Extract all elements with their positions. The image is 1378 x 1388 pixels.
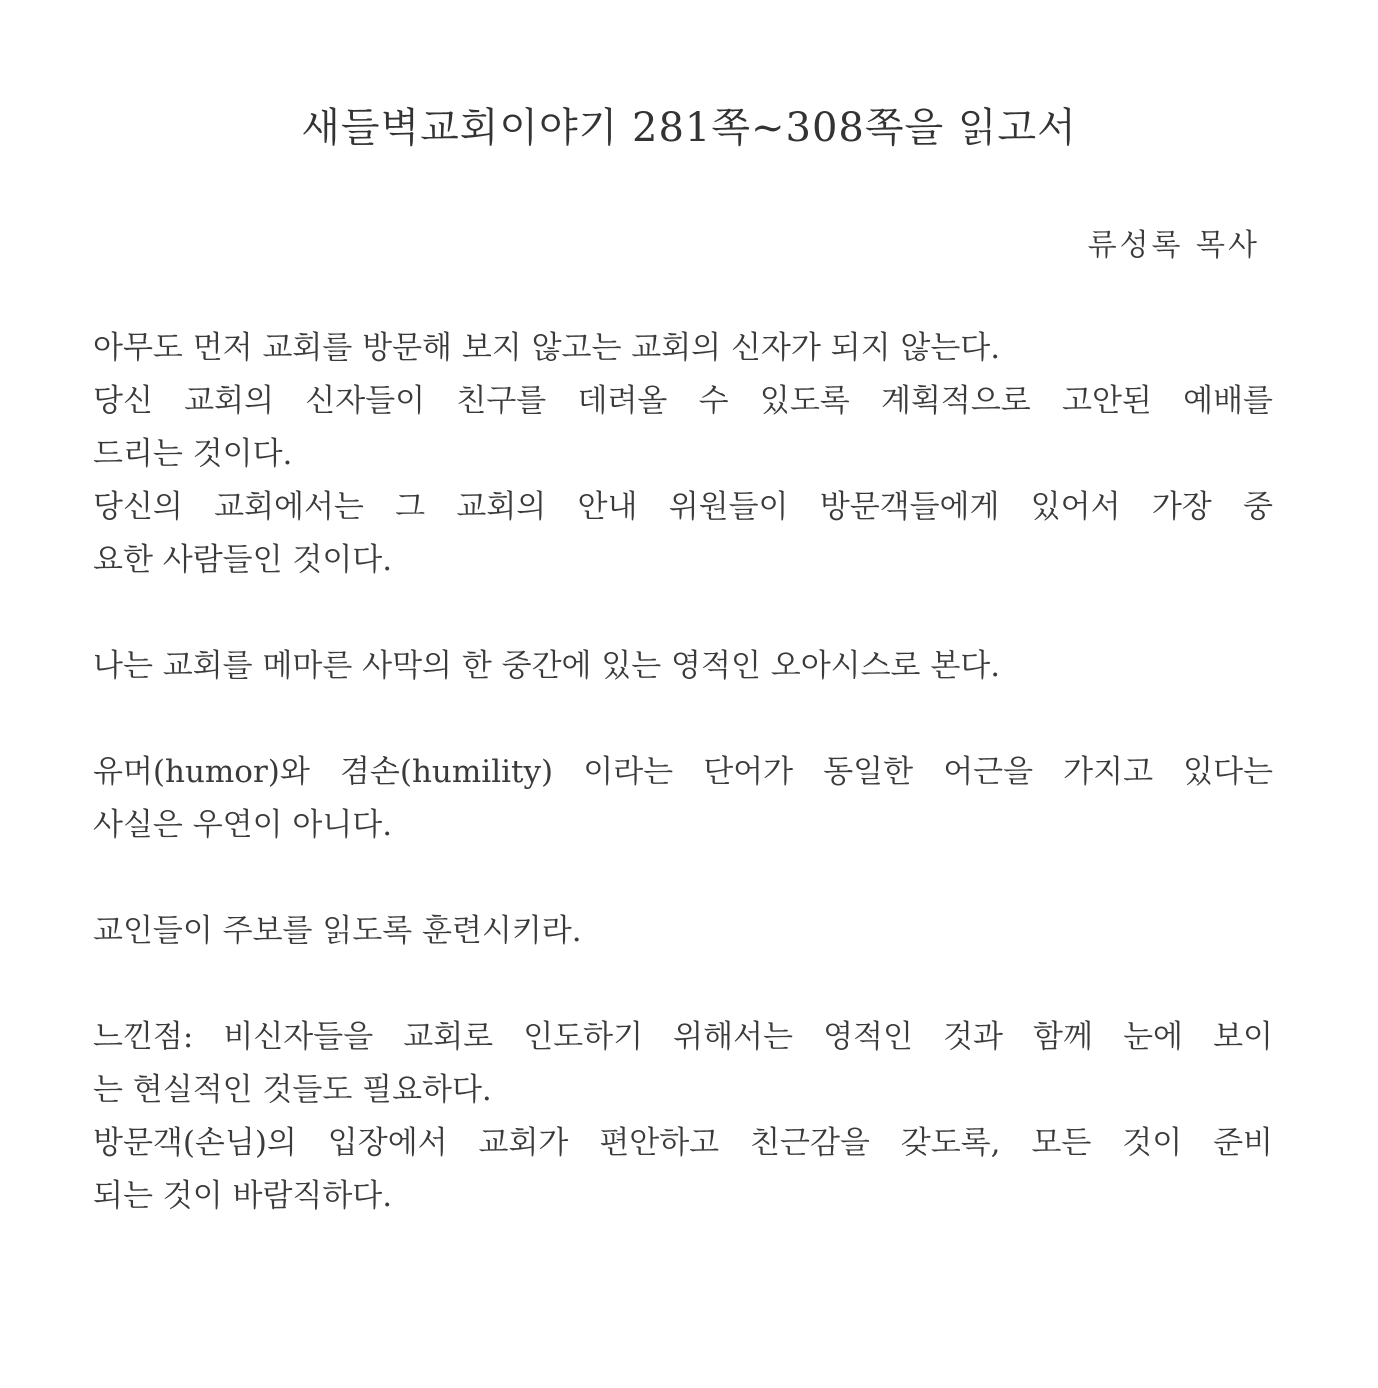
text-line: 아무도 먼저 교회를 방문해 보지 않고는 교회의 신자가 되지 않는다. <box>93 330 1001 366</box>
text-line: 사실은 우연이 아니다. <box>93 807 393 843</box>
text-line: 방문객(손님)의 입장에서 교회가 편안하고 친근감을 갖도록, 모든 것이 준비 <box>93 1125 1273 1161</box>
text-line: 느낀점: 비신자들을 교회로 인도하기 위해서는 영적인 것과 함께 눈에 보이 <box>93 1019 1273 1055</box>
text-line: 당신 교회의 신자들이 친구를 데려올 수 있도록 계획적으로 고안된 예배를 <box>93 383 1273 419</box>
text-line: 나는 교회를 메마른 사막의 한 중간에 있는 영적인 오아시스로 본다. <box>93 648 1001 684</box>
document-title: 새들벽교회이야기 281쪽~308쪽을 읽고서 <box>301 105 1077 151</box>
text-line: 는 현실적인 것들도 필요하다. <box>93 1072 492 1108</box>
text-line: 유머(humor)와 겸손(humility) 이라는 단어가 동일한 어근을 가지고 있다는 <box>93 754 1273 790</box>
text-line: 교인들이 주보를 읽도록 훈련시키라. <box>93 913 582 949</box>
text-line: 요한 사람들인 것이다. <box>93 542 393 578</box>
text-line: 되는 것이 바람직하다. <box>93 1178 393 1214</box>
text-line: 드리는 것이다. <box>93 436 293 472</box>
text-line: 당신의 교회에서는 그 교회의 안내 위원들이 방문객들에게 있어서 가장 중 <box>93 489 1273 525</box>
author-name: 류성록 목사 <box>1087 228 1260 263</box>
